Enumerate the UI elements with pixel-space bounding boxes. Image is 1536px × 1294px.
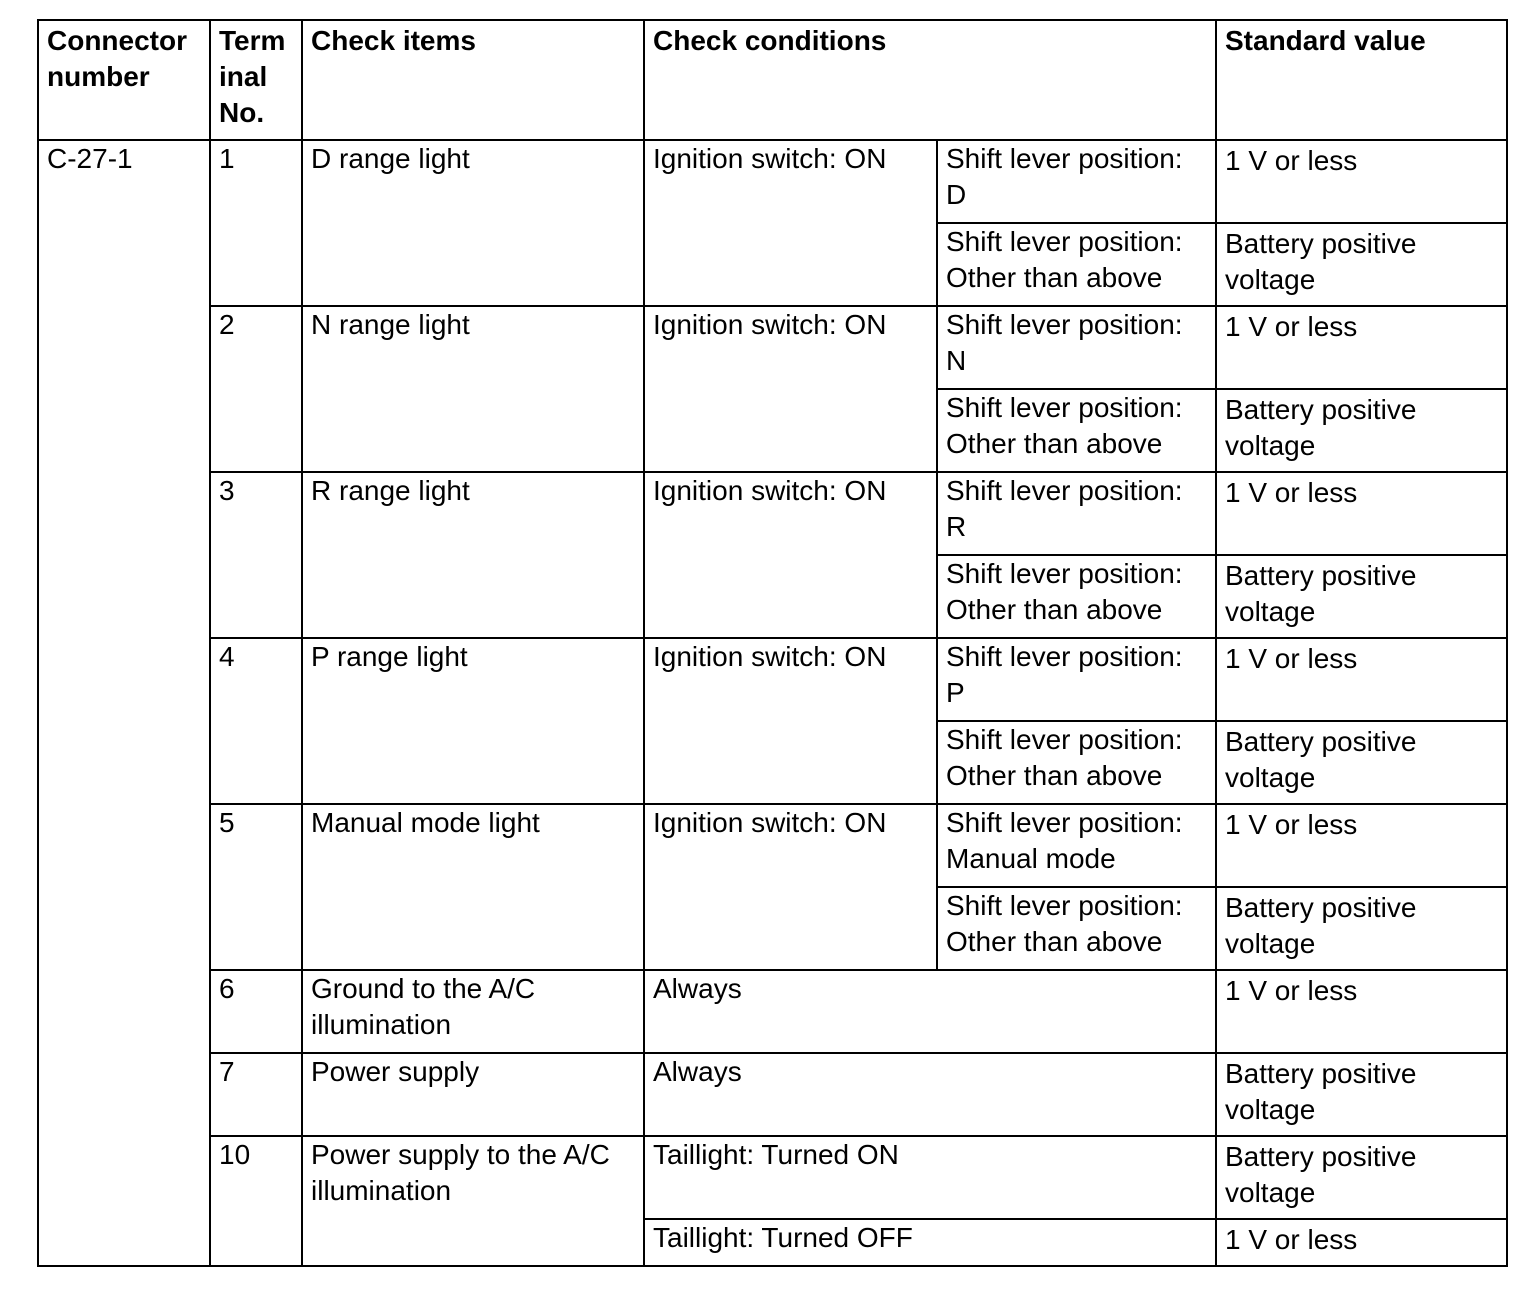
standard-value-cell: Battery positive voltage xyxy=(1216,1053,1507,1136)
standard-value-cell: Battery positive voltage xyxy=(1216,389,1507,472)
terminal-cell: 4 xyxy=(210,638,302,804)
sub-condition-cell: Shift lever position: Other than above xyxy=(937,721,1216,804)
sub-condition-cell: Shift lever position: N xyxy=(937,306,1216,389)
check-item-cell: R range light xyxy=(302,472,644,638)
check-item-cell: Power supply xyxy=(302,1053,644,1136)
standard-value-cell: Battery positive voltage xyxy=(1216,223,1507,306)
sub-condition-cell: Shift lever position: Other than above xyxy=(937,887,1216,970)
terminal-cell: 2 xyxy=(210,306,302,472)
sub-condition-cell: Shift lever position: Manual mode xyxy=(937,804,1216,887)
connector-number-cell: C-27-1 xyxy=(38,140,210,1266)
standard-value-cell: 1 V or less xyxy=(1216,804,1507,887)
check-item-cell: Power supply to the A/C illumination xyxy=(302,1136,644,1266)
check-item-cell: Manual mode light xyxy=(302,804,644,970)
condition-cell: Ignition switch: ON xyxy=(644,472,937,638)
header-check-items: Check items xyxy=(302,20,644,140)
inspection-table xyxy=(37,19,1508,1267)
sub-condition-cell: Shift lever position: R xyxy=(937,472,1216,555)
terminal-cell: 1 xyxy=(210,140,302,306)
header-connector-number: Connector number xyxy=(38,20,210,140)
check-item-cell: P range light xyxy=(302,638,644,804)
condition-cell: Ignition switch: ON xyxy=(644,306,937,472)
table-row xyxy=(38,970,1507,1053)
sub-condition-cell: Shift lever position: Other than above xyxy=(937,555,1216,638)
check-item-cell: N range light xyxy=(302,306,644,472)
condition-cell: Ignition switch: ON xyxy=(644,140,937,306)
standard-value-cell: Battery positive voltage xyxy=(1216,555,1507,638)
terminal-cell: 5 xyxy=(210,804,302,970)
table-row xyxy=(38,1053,1507,1136)
standard-value-cell: 1 V or less xyxy=(1216,1219,1507,1266)
table-row xyxy=(38,638,1507,721)
terminal-cell: 10 xyxy=(210,1136,302,1266)
check-item-cell: Ground to the A/C illumination xyxy=(302,970,644,1053)
terminal-cell: 6 xyxy=(210,970,302,1053)
standard-value-cell: 1 V or less xyxy=(1216,140,1507,223)
header-terminal-no: Term inal No. xyxy=(210,20,302,140)
table-row xyxy=(38,140,1507,223)
header-row xyxy=(38,20,1507,140)
sub-condition-cell: Shift lever position: P xyxy=(937,638,1216,721)
condition-cell: Taillight: Turned ON xyxy=(644,1136,1216,1219)
table-row xyxy=(38,1136,1507,1219)
table-row xyxy=(38,804,1507,887)
standard-value-cell: 1 V or less xyxy=(1216,306,1507,389)
table-row xyxy=(38,472,1507,555)
condition-cell: Ignition switch: ON xyxy=(644,804,937,970)
condition-cell: Ignition switch: ON xyxy=(644,638,937,804)
sub-condition-cell: Shift lever position: Other than above xyxy=(937,389,1216,472)
condition-cell: Always xyxy=(644,970,1216,1053)
table-row xyxy=(38,306,1507,389)
standard-value-cell: Battery positive voltage xyxy=(1216,1136,1507,1219)
sub-condition-cell: Shift lever position: Other than above xyxy=(937,223,1216,306)
terminal-cell: 3 xyxy=(210,472,302,638)
header-check-conditions: Check conditions xyxy=(644,20,1216,140)
sub-condition-cell: Shift lever position: D xyxy=(937,140,1216,223)
standard-value-cell: Battery positive voltage xyxy=(1216,721,1507,804)
condition-cell: Always xyxy=(644,1053,1216,1136)
standard-value-cell: 1 V or less xyxy=(1216,638,1507,721)
condition-cell: Taillight: Turned OFF xyxy=(644,1219,1216,1266)
standard-value-cell: 1 V or less xyxy=(1216,472,1507,555)
header-standard-value: Standard value xyxy=(1216,20,1507,140)
standard-value-cell: 1 V or less xyxy=(1216,970,1507,1053)
check-item-cell: D range light xyxy=(302,140,644,306)
terminal-cell: 7 xyxy=(210,1053,302,1136)
standard-value-cell: Battery positive voltage xyxy=(1216,887,1507,970)
